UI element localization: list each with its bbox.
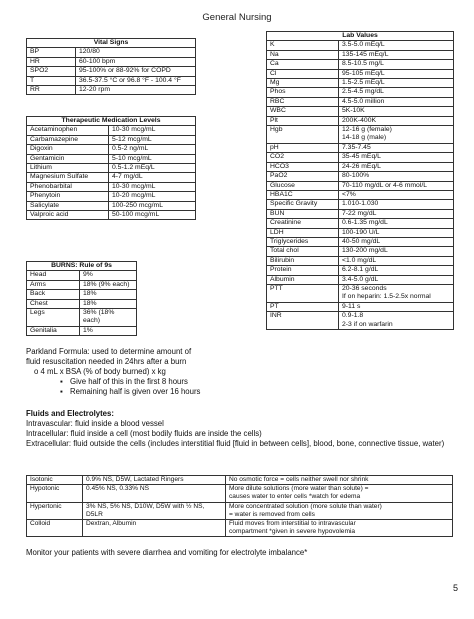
fluid-effect: More concentrated solution (more solute than water) = water is removed from cells — [226, 502, 453, 519]
row-value: 5K-10K — [339, 107, 454, 116]
lab-value-row — [267, 256, 454, 265]
row-label: Chest — [27, 299, 80, 308]
row-label: Albumin — [267, 275, 339, 284]
row-label: Creatinine — [267, 219, 339, 228]
lab-value-row — [267, 69, 454, 78]
row-value: 130-200 mg/dL — [339, 247, 454, 256]
row-label: BUN — [267, 209, 339, 218]
lab-value-row — [267, 126, 454, 144]
row-value: 6.2-8.1 g/dL — [339, 266, 454, 275]
row-label: Phos — [267, 88, 339, 97]
row-label: Magnesium Sulfate — [27, 173, 109, 182]
row-label: Triglycerides — [267, 237, 339, 246]
row-value: 60-100 bpm — [76, 57, 196, 66]
lab-value-row — [267, 153, 454, 162]
medication-row — [27, 201, 196, 210]
burns-rule-of-nines-table — [26, 261, 137, 336]
row-value: 4-7 mg/dL — [109, 173, 196, 182]
fluid-type: Isotonic — [27, 476, 83, 485]
vital-signs-table — [26, 38, 196, 95]
fluids-section — [26, 409, 458, 449]
lab-value-row — [267, 228, 454, 237]
row-value: <7% — [339, 190, 454, 199]
table-header-row — [267, 32, 454, 41]
row-label: Bilirubin — [267, 256, 339, 265]
row-value: 12-20 rpm — [76, 86, 196, 95]
row-value: 100-190 U/L — [339, 228, 454, 237]
fluid-effect: No osmotic force = cells neither swell nor shrink — [226, 476, 453, 485]
row-label: PaO2 — [267, 172, 339, 181]
row-value: 200K-400K — [339, 116, 454, 125]
burn-row — [27, 290, 137, 299]
fluid-type: Colloid — [27, 520, 83, 537]
row-value: 135-145 mEq/L — [339, 50, 454, 59]
row-value: 18% — [80, 299, 137, 308]
medication-row — [27, 211, 196, 220]
row-label: PT — [267, 302, 339, 311]
fluid-type-row — [27, 485, 453, 502]
fluids-definition: Intravascular: fluid inside a blood vessel — [26, 419, 164, 428]
lab-value-row — [267, 237, 454, 246]
row-value: 5-12 mcg/mL — [109, 135, 196, 144]
fluids-definition: Extracellular: fluid outside the cells (includes interstitial fluid [fluid in between cells], blood, bone, connective tissue, water) — [26, 439, 445, 448]
medication-row — [27, 192, 196, 201]
row-value: <1.0 mg/dL — [339, 256, 454, 265]
row-value: 80-100% — [339, 172, 454, 181]
row-label: RR — [27, 86, 76, 95]
row-value: 20-36 seconds If on heparin: 1.5-2.5x normal — [339, 284, 454, 302]
row-value: 35-45 mEq/L — [339, 153, 454, 162]
table-heading: Lab Values — [267, 32, 454, 41]
fluid-examples: 3% NS, 5% NS, D10W, D5W with ½ NS, D5LR — [83, 502, 226, 519]
row-label: Gentamicin — [27, 154, 109, 163]
row-label: Digoxin — [27, 145, 109, 154]
lab-value-row — [267, 284, 454, 302]
lab-value-row — [267, 190, 454, 199]
lab-value-row — [267, 88, 454, 97]
lab-value-row — [267, 107, 454, 116]
row-value: 18% — [80, 290, 137, 299]
medication-row — [27, 173, 196, 182]
row-value: 120/80 — [76, 48, 196, 57]
burn-row — [27, 271, 137, 280]
row-label: Cl — [267, 69, 339, 78]
lab-value-row — [267, 97, 454, 106]
row-label: Na — [267, 50, 339, 59]
fluid-examples: 0.9% NS, D5W, Lactated Ringers — [83, 476, 226, 485]
lab-value-row — [267, 219, 454, 228]
lab-value-row — [267, 312, 454, 330]
row-value: 95-100% or 88-92% for COPD — [76, 67, 196, 76]
table-header-row — [27, 117, 196, 126]
iv-fluids-table — [26, 475, 453, 537]
row-label: Salicylate — [27, 201, 109, 210]
row-label: Ca — [267, 60, 339, 69]
medication-row — [27, 135, 196, 144]
row-label: Glucose — [267, 181, 339, 190]
table-header-row — [27, 262, 137, 271]
row-label: LDH — [267, 228, 339, 237]
lab-value-row — [267, 266, 454, 275]
vital-sign-row — [27, 76, 196, 85]
burn-row — [27, 280, 137, 289]
row-label: HCO3 — [267, 162, 339, 171]
row-label: INR — [267, 312, 339, 330]
row-label: pH — [267, 143, 339, 152]
parkland-line: fluid resuscitation needed in 24hrs after a burn — [26, 357, 187, 366]
row-label: Acetaminophen — [27, 126, 109, 135]
lab-value-row — [267, 209, 454, 218]
parkland-bullet: ▪ Remaining half is given over 16 hours — [26, 387, 226, 397]
row-label: Lithium — [27, 164, 109, 173]
lab-value-row — [267, 172, 454, 181]
row-label: Back — [27, 290, 80, 299]
burn-row — [27, 309, 137, 327]
row-value: 3.4-5.0 g/dL — [339, 275, 454, 284]
table-heading: Therapeutic Medication Levels — [27, 117, 196, 126]
vital-sign-row — [27, 67, 196, 76]
row-label: HBA1C — [267, 190, 339, 199]
row-label: RBC — [267, 97, 339, 106]
parkland-line: Parkland Formula: used to determine amount of — [26, 347, 192, 356]
row-label: CO2 — [267, 153, 339, 162]
parkland-formula-line: o 4 mL x BSA (% of body burned) x kg — [34, 367, 166, 376]
lab-value-row — [267, 50, 454, 59]
parkland-formula — [26, 347, 226, 397]
table-heading: BURNS: Rule of 9s — [27, 262, 137, 271]
table-header-row — [27, 39, 196, 48]
row-value: 50-100 mcg/mL — [109, 211, 196, 220]
page-title: General Nursing — [202, 12, 272, 23]
row-label: HR — [27, 57, 76, 66]
row-label: WBC — [267, 107, 339, 116]
row-label: PTT — [267, 284, 339, 302]
row-value: 8.5-10.5 mg/L — [339, 60, 454, 69]
lab-value-row — [267, 79, 454, 88]
row-label: Total chol — [267, 247, 339, 256]
row-label: Valproic acid — [27, 211, 109, 220]
row-value: 9-11 s — [339, 302, 454, 311]
lab-value-row — [267, 181, 454, 190]
row-value: 0.5-1.2 mEq/L — [109, 164, 196, 173]
row-value: 1% — [80, 326, 137, 335]
medication-row — [27, 182, 196, 191]
fluid-effect: More dilute solutions (more water than solute) = causes water to enter cells *watch for edema — [226, 485, 453, 502]
row-value: 100-250 mcg/mL — [109, 201, 196, 210]
row-label: T — [27, 76, 76, 85]
burn-row — [27, 326, 137, 335]
row-label: BP — [27, 48, 76, 57]
row-value: 24-26 mEq/L — [339, 162, 454, 171]
row-label: Carbamazepine — [27, 135, 109, 144]
row-value: 36% (18% each) — [80, 309, 137, 327]
fluid-type-row — [27, 520, 453, 537]
fluid-type-row — [27, 502, 453, 519]
lab-value-row — [267, 60, 454, 69]
row-value: 95-105 mEq/L — [339, 69, 454, 78]
row-value: 9% — [80, 271, 137, 280]
row-value: 1.5-2.5 mEq/L — [339, 79, 454, 88]
lab-value-row — [267, 275, 454, 284]
row-label: Plt — [267, 116, 339, 125]
row-value: 40-50 mg/dL — [339, 237, 454, 246]
vital-sign-row — [27, 48, 196, 57]
fluids-heading: Fluids and Electrolytes: — [26, 409, 114, 418]
lab-value-row — [267, 162, 454, 171]
medication-row — [27, 126, 196, 135]
page-number: 5 — [452, 583, 458, 593]
fluid-effect: Fluid moves from interstitial to intravascular compartment *given in severe hypovolemia — [226, 520, 453, 537]
lab-value-row — [267, 41, 454, 50]
row-value: 3.5-5.0 mEq/L — [339, 41, 454, 50]
medication-row — [27, 164, 196, 173]
row-value: 0.9-1.8 2-3 if on warfarin — [339, 312, 454, 330]
fluids-definition: Intracellular: fluid inside a cell (most bodily fluids are inside the cells) — [26, 429, 262, 438]
row-label: Phenytoin — [27, 192, 109, 201]
row-value: 2.5-4.5 mg/dL — [339, 88, 454, 97]
row-label: Protein — [267, 266, 339, 275]
fluid-type: Hypotonic — [27, 485, 83, 502]
row-value: 18% (9% each) — [80, 280, 137, 289]
lab-value-row — [267, 116, 454, 125]
vital-sign-row — [27, 86, 196, 95]
monitor-note: Monitor your patients with severe diarrhea and vomiting for electrolyte imbalance* — [26, 548, 308, 557]
row-label: Specific Gravity — [267, 200, 339, 209]
row-label: Mg — [267, 79, 339, 88]
medication-levels-table — [26, 116, 196, 220]
row-label: K — [267, 41, 339, 50]
medication-row — [27, 145, 196, 154]
row-label: Genitalia — [27, 326, 80, 335]
row-value: 10-30 mcg/mL — [109, 182, 196, 191]
table-heading: Vital Signs — [27, 39, 196, 48]
row-label: Phenobarbital — [27, 182, 109, 191]
lab-value-row — [267, 200, 454, 209]
medication-row — [27, 154, 196, 163]
fluid-type-row — [27, 476, 453, 485]
row-label: SPO2 — [27, 67, 76, 76]
row-value: 12-16 g (female) 14-18 g (male) — [339, 126, 454, 144]
row-value: 10-20 mcg/mL — [109, 192, 196, 201]
row-label: Arms — [27, 280, 80, 289]
burn-row — [27, 299, 137, 308]
row-value: 5-10 mcg/mL — [109, 154, 196, 163]
row-value: 36.5-37.5 °C or 96.8 °F - 100.4 °F — [76, 76, 196, 85]
row-value: 0.6-1.35 mg/dL — [339, 219, 454, 228]
row-value: 7-22 mg/dL — [339, 209, 454, 218]
lab-values-table — [266, 31, 454, 330]
parkland-bullet: ▪ Give half of this in the first 8 hours — [26, 377, 226, 387]
fluid-examples: Dextran, Albumin — [83, 520, 226, 537]
row-value: 7.35-7.45 — [339, 143, 454, 152]
row-label: Legs — [27, 309, 80, 327]
lab-value-row — [267, 247, 454, 256]
lab-value-row — [267, 143, 454, 152]
fluid-examples: 0.45% NS, 0.33% NS — [83, 485, 226, 502]
row-label: Hgb — [267, 126, 339, 144]
lab-value-row — [267, 302, 454, 311]
fluid-type: Hypertonic — [27, 502, 83, 519]
vital-sign-row — [27, 57, 196, 66]
row-value: 1.010-1.030 — [339, 200, 454, 209]
row-value: 4.5-5.0 million — [339, 97, 454, 106]
row-value: 0.5-2 ng/mL — [109, 145, 196, 154]
row-value: 10-30 mcg/mL — [109, 126, 196, 135]
row-label: Head — [27, 271, 80, 280]
row-value: 70-110 mg/dL or 4-6 mmol/L — [339, 181, 454, 190]
